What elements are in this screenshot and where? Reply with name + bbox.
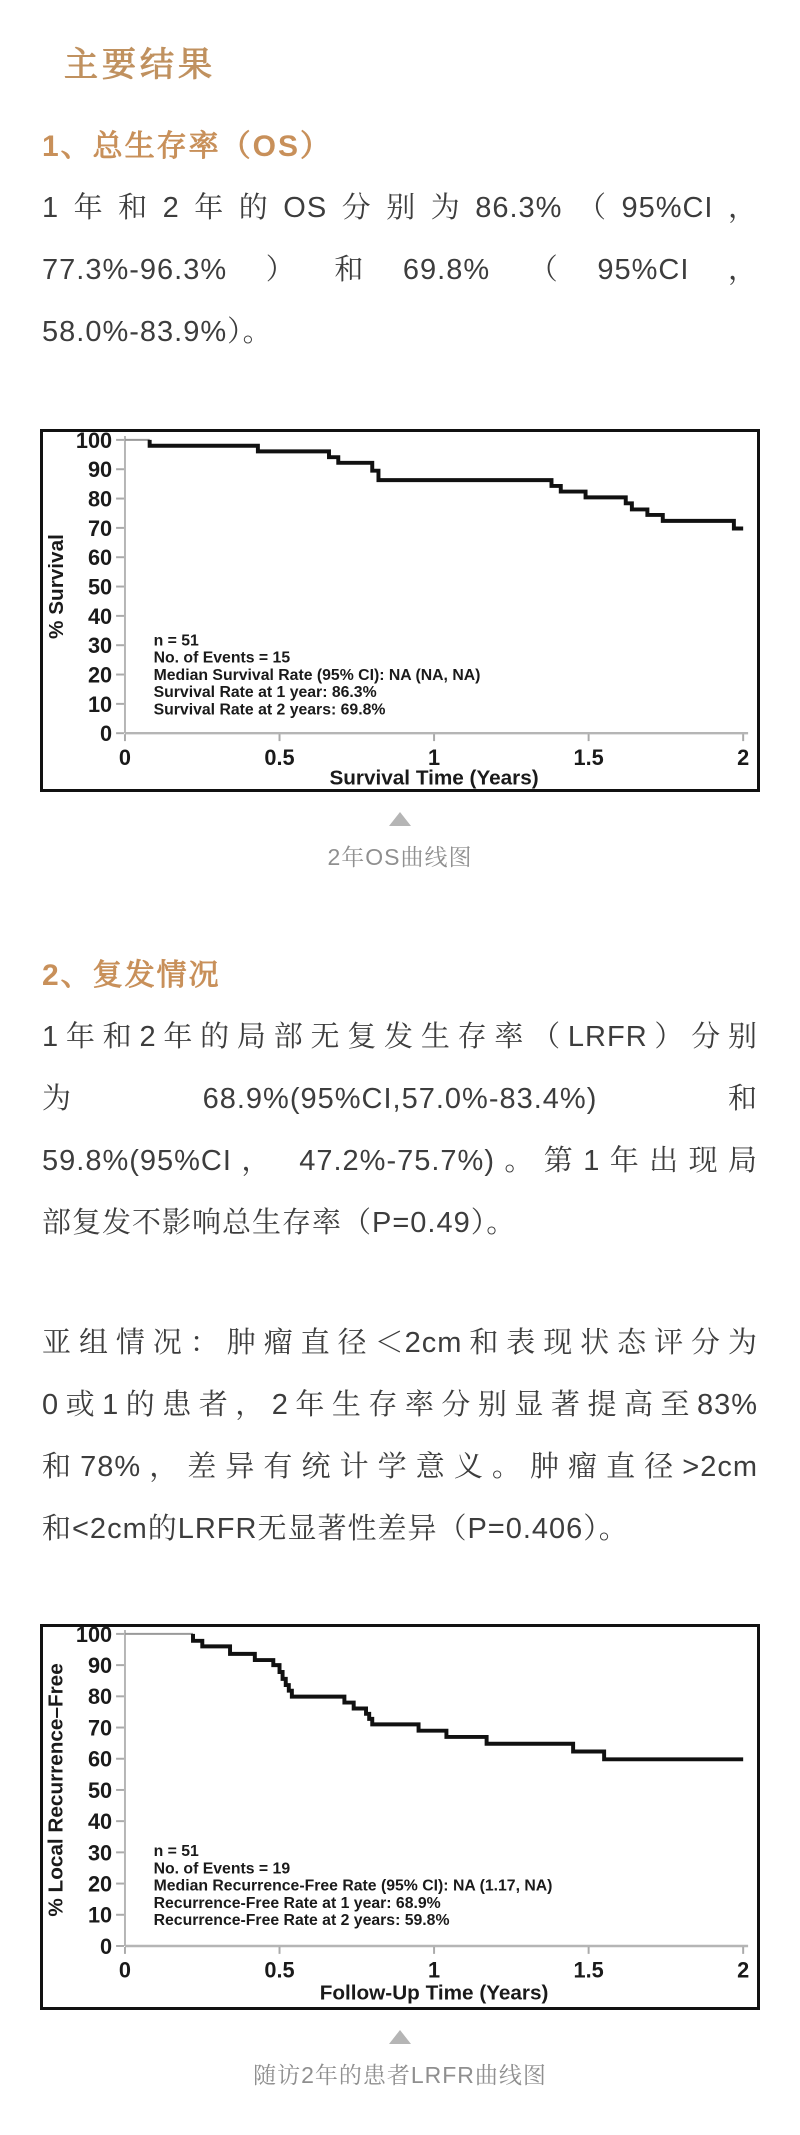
section-heading-recurrence: 2、复发情况 — [42, 958, 221, 992]
os-paragraph — [42, 177, 758, 363]
y-tick-label: 60 — [87, 1746, 113, 1772]
y-axis-title: % Local Recurrence–Free — [44, 1663, 68, 1917]
x-tick-label: 0 — [118, 745, 132, 771]
paragraph-line: 0或1的患者，2年生存率分别显著提高至83% — [42, 1389, 758, 1422]
y-tick-label: 50 — [87, 574, 113, 600]
lrfr-paragraph — [42, 1006, 758, 1254]
x-tick-label: 1 — [428, 745, 441, 771]
y-tick-label: 100 — [75, 432, 113, 454]
paragraph-line: 1年和2年的局部无复发生存率（LRFR）分别 — [42, 1021, 758, 1054]
x-axis-title: Survival Time (Years) — [329, 766, 539, 789]
y-tick-label: 90 — [87, 1653, 113, 1679]
lrfr-chart-caption: 随访2年的患者LRFR曲线图 — [253, 2061, 547, 2088]
y-tick-label: 40 — [87, 604, 113, 630]
y-tick-label: 70 — [87, 1715, 113, 1741]
lrfr-curve-chart[interactable] — [43, 1627, 757, 2006]
caption-arrow-icon — [389, 812, 411, 826]
y-tick-label: 60 — [87, 545, 113, 571]
y-tick-label: 80 — [87, 1684, 113, 1710]
x-tick-label: 1.5 — [573, 1957, 604, 1983]
chart-annotation-line: n = 51 — [153, 632, 199, 650]
x-axis-title: Follow-Up Time (Years) — [319, 1981, 549, 2005]
paragraph-line: 1年和2年的OS分别为86.3%（95%CI， — [42, 192, 758, 225]
chart-annotation-line: No. of Events = 15 — [153, 649, 291, 667]
y-tick-label: 20 — [87, 1871, 113, 1897]
chart-annotation-line: Recurrence-Free Rate at 1 year: 68.9% — [153, 1895, 441, 1913]
y-tick-label: 40 — [87, 1809, 113, 1835]
x-tick-label: 0.5 — [264, 745, 295, 771]
y-tick-label: 80 — [87, 486, 113, 512]
x-tick-label: 0.5 — [264, 1957, 295, 1983]
os-chart-caption: 2年OS曲线图 — [327, 843, 473, 870]
x-tick-label: 2 — [737, 1957, 750, 1983]
page-title: 主要结果 — [64, 47, 216, 84]
y-tick-label: 30 — [87, 1840, 113, 1866]
chart-annotation-line: Survival Rate at 2 years: 69.8% — [153, 701, 386, 719]
section-heading-os: 1、总生存率（OS） — [42, 129, 333, 163]
x-tick-label: 1 — [428, 1957, 441, 1983]
bottom-spacer — [0, 2090, 800, 2118]
y-tick-label: 10 — [87, 692, 113, 718]
y-tick-label: 100 — [75, 1627, 113, 1648]
x-tick-label: 0 — [118, 1957, 132, 1983]
y-tick-label: 20 — [87, 662, 113, 688]
x-tick-label: 1.5 — [573, 745, 604, 771]
chart-annotation-line: Median Survival Rate (95% CI): NA (NA, NA) — [153, 667, 481, 685]
subgroup-paragraph — [42, 1312, 758, 1560]
chart-annotation-line: No. of Events = 19 — [153, 1860, 291, 1878]
paragraph-line: 59.8%(95%CI， 47.2%-75.7%)。第1年出现局 — [42, 1145, 758, 1178]
paragraph-line: 亚组情况：肿瘤直径＜2cm和表现状态评分为 — [42, 1327, 758, 1360]
y-tick-label: 0 — [100, 1934, 113, 1960]
paragraph-line: 为68.9%(95%CI,57.0%-83.4%)和 — [42, 1083, 758, 1116]
survival-step-curve — [150, 440, 744, 529]
y-tick-label: 0 — [100, 721, 113, 747]
chart-annotation-line: Survival Rate at 1 year: 86.3% — [153, 684, 377, 702]
caption-arrow-icon — [389, 2030, 411, 2044]
y-tick-label: 70 — [87, 516, 113, 542]
paragraph-line: 部复发不影响总生存率（P=0.49）。 — [42, 1207, 517, 1240]
y-tick-label: 30 — [87, 633, 113, 659]
paragraph-line: 58.0%-83.9%）。 — [42, 316, 273, 349]
y-axis-title: % Survival — [44, 534, 68, 640]
lrfr-chart-figure[interactable] — [40, 1624, 760, 2009]
os-curve-chart[interactable] — [43, 432, 757, 789]
paragraph-line: 77.3%-96.3%）和69.8%（95%CI， — [42, 254, 758, 287]
y-tick-label: 10 — [87, 1902, 113, 1928]
chart-annotation-line: Recurrence-Free Rate at 2 years: 59.8% — [153, 1912, 450, 1930]
y-tick-label: 90 — [87, 457, 113, 483]
x-tick-label: 2 — [737, 745, 750, 771]
chart-annotation-line: Median Recurrence-Free Rate (95% CI): NA (1.17, NA) — [153, 1877, 553, 1895]
os-chart-figure[interactable] — [40, 429, 760, 792]
paragraph-line: 和<2cm的LRFR无显著性差异（P=0.406）。 — [42, 1513, 629, 1546]
survival-step-curve — [193, 1634, 743, 1759]
y-tick-label: 50 — [87, 1778, 113, 1804]
paragraph-line: 和78%，差异有统计学意义。肿瘤直径>2cm — [42, 1451, 758, 1484]
chart-annotation-line: n = 51 — [153, 1843, 199, 1861]
